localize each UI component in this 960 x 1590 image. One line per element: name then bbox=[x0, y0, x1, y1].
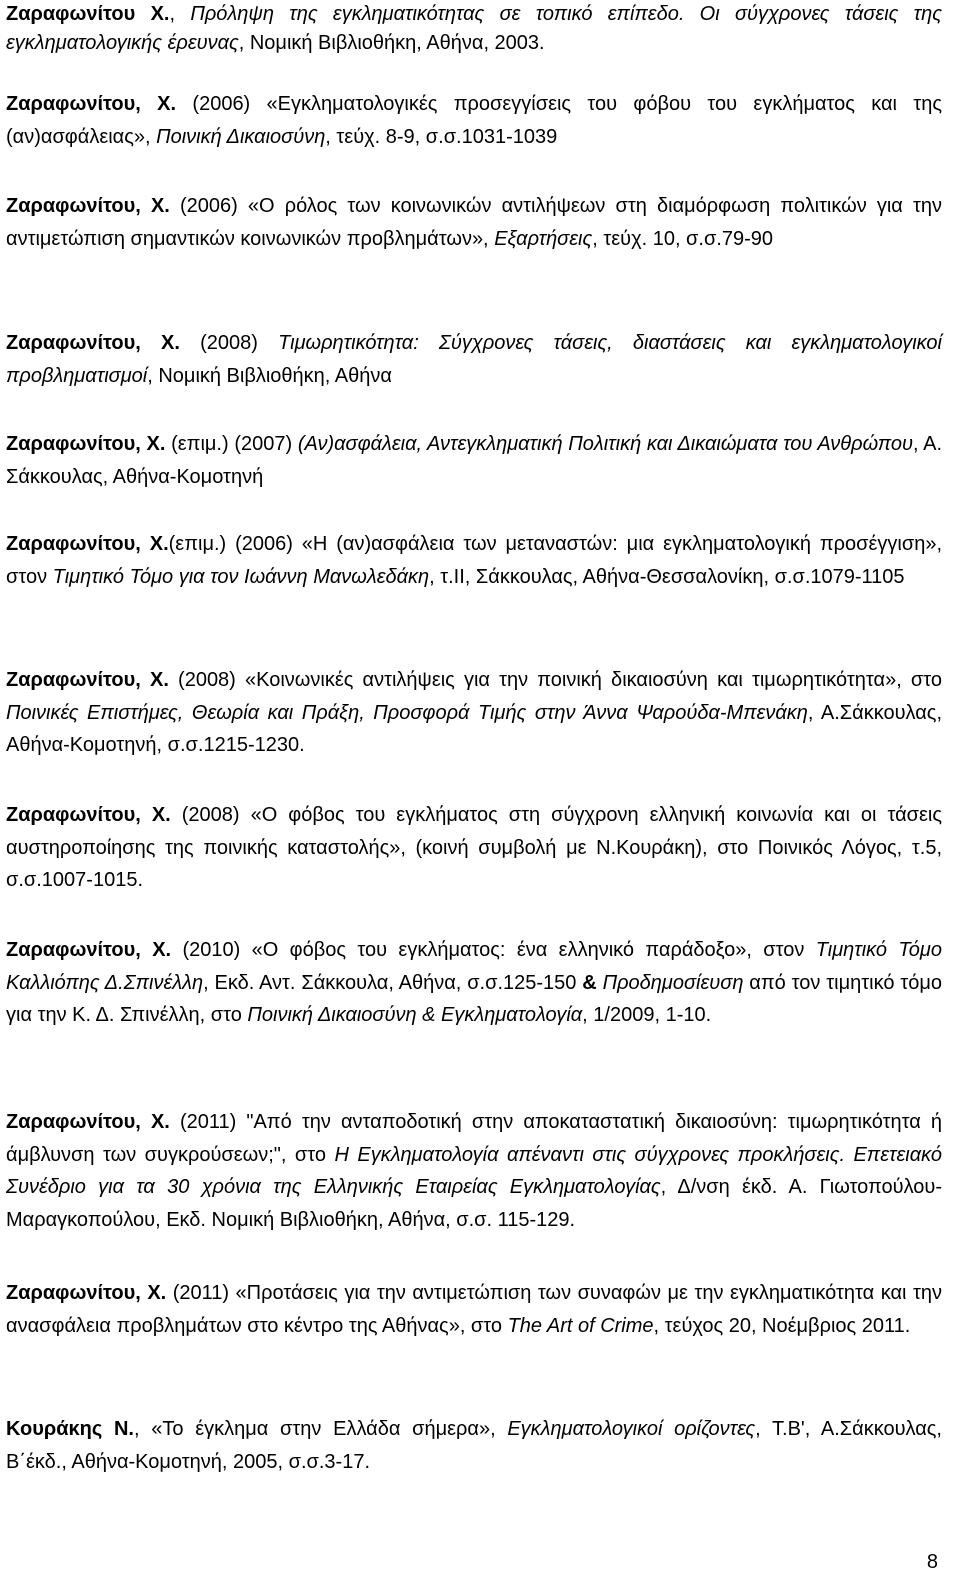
entry-title: (Αν)ασφάλεια, Αντεγκληματική Πολιτική και Δικαιώματα του Ανθρώπου bbox=[297, 433, 913, 455]
entry-text: από τον τιμητικό τόμο για την Κ. Δ. Σπινέλλη, στο bbox=[6, 971, 943, 1026]
entry-author: Ζαραφωνίτου, Χ. bbox=[6, 433, 166, 455]
entry-title: Ποινική Δικαιοσύνη bbox=[156, 125, 326, 148]
entry-text: (2006) «Εγκληματολογικές προσεγγίσεις του φόβου του εγκλήματος και της (αν)ασφάλειας», bbox=[6, 93, 942, 148]
bibliography-entry bbox=[6, 664, 942, 762]
entry-text: , Δ/νση έκδ. Α. Γιωτοπούλου-Μαραγκοπούλου, Εκδ. Νομική Βιβλιοθήκη, Αθήνα, σ.σ. 115-129. bbox=[6, 1176, 943, 1231]
entry-text: , Τ.Β', Α.Σάκκουλας, Β΄έκδ., Αθήνα-Κομοτηνή, 2005, σ.σ.3-17. bbox=[6, 1418, 942, 1473]
entry-author: Ζαραφωνίτου, Χ. bbox=[6, 332, 180, 354]
entry-text: , Νομική Βιβλιοθήκη, Αθήνα bbox=[147, 364, 392, 387]
entry-title: Ποινικές Επιστήμες, Θεωρία και Πράξη, Προσφορά Τιμής στην Άννα Ψαρούδα-Μπενάκη bbox=[6, 701, 808, 724]
entry-title: Ποινική Δικαιοσύνη & Εγκληματολογία bbox=[247, 1004, 583, 1026]
entry-title: The Art of Crime bbox=[507, 1314, 654, 1337]
entry-author: Ζαραφωνίτου, Χ. bbox=[6, 533, 169, 555]
entry-text: (2008) «Ο φόβος του εγκλήματος στη σύγχρονη ελληνική κοινωνία και οι τάσεις αυστηροποίησης της ποινικής καταστολής», (κοινή συμβολή με Ν.Κουράκη), στο Ποινικός Λόγος, τ.5, σ.σ.1007-1015. bbox=[6, 804, 942, 891]
entry-title: Τιμητικό Τόμο για τον Ιωάννη Μανωλεδάκη bbox=[52, 565, 430, 588]
entry-title: Εγκληματολογικοί ορίζοντες bbox=[507, 1418, 756, 1440]
entry-text: (2006) «Ο ρόλος των κοινωνικών αντιλήψεων στη διαμόρφωση πολιτικών για την αντιμετώπιση σημαντικών κοινωνικών προβλημάτων», bbox=[6, 195, 942, 250]
bibliography-entry bbox=[6, 1413, 942, 1478]
entry-text: , Α. Σάκκουλας, Αθήνα-Κομοτηνή bbox=[6, 433, 943, 488]
bibliography-entry bbox=[6, 327, 942, 392]
entry-text: , Α.Σάκκουλας, Αθήνα-Κομοτηνή, σ.σ.1215-1230. bbox=[6, 701, 942, 756]
bibliography-entry bbox=[6, 528, 942, 593]
entry-text: , bbox=[169, 3, 191, 25]
entry-title: Εξαρτήσεις bbox=[494, 227, 593, 250]
entry-text: (2008) «Κοινωνικές αντιλήψεις για την ποινική δικαιοσύνη και τιμωρητικότητα», στο bbox=[168, 669, 942, 691]
entry-author: Ζαραφωνίτου, Χ. bbox=[6, 195, 170, 217]
entry-title: Πρόληψη της εγκληματικότητας σε τοπικό επίπεδο. Οι σύγχρονες τάσεις της εγκληματολογικής έρευνας bbox=[6, 3, 942, 54]
entry-author: Ζαραφωνίτου, Χ. bbox=[6, 1111, 170, 1133]
bibliography-entry bbox=[6, 1277, 942, 1342]
entry-text: , τεύχ. 10, σ.σ.79-90 bbox=[592, 227, 774, 250]
entry-author: Ζαραφωνίτου, Χ. bbox=[6, 804, 171, 826]
entry-text: , Εκδ. Αντ. Σάκκουλα, Αθήνα, σ.σ.125-150 bbox=[203, 971, 583, 994]
bibliography-entry bbox=[6, 428, 942, 493]
entry-text: , Νομική Βιβλιοθήκη, Αθήνα, 2003. bbox=[238, 32, 545, 54]
entry-text: (2011) "Από την ανταποδοτική στην αποκαταστατική δικαιοσύνη: τιμωρητικότητα ή άμβλυνση των συγκρούσεων;", στο bbox=[6, 1111, 942, 1166]
bibliography-entry bbox=[6, 0, 942, 58]
entry-text: , τεύχος 20, Νοέμβριος 2011. bbox=[653, 1314, 911, 1337]
entry-text: , 1/2009, 1-10. bbox=[582, 1004, 712, 1026]
entry-title: Η Εγκληματολογία απέναντι στις σύγχρονες προκλήσεις. Επετειακό Συνέδριο για τα 30 χρόνια της Ελληνικής Εταιρείας Εγκληματολογίας bbox=[6, 1143, 942, 1198]
entry-text: , «Το έγκλημα στην Ελλάδα σήμερα», bbox=[133, 1418, 508, 1440]
entry-text: (επιμ.) (2007) bbox=[165, 433, 298, 455]
bibliography-entry bbox=[6, 88, 942, 153]
entry-author: Ζαραφωνίτου Χ. bbox=[6, 3, 170, 25]
entry-title: Προδημοσίευση bbox=[602, 971, 744, 994]
entry-author: & bbox=[582, 971, 597, 994]
bibliography-entry bbox=[6, 1106, 942, 1236]
bibliography-entry bbox=[6, 799, 942, 897]
entry-text: (2008) bbox=[179, 332, 279, 354]
entry-author: Κουράκης Ν. bbox=[6, 1418, 134, 1440]
bibliography-entry bbox=[6, 934, 942, 1032]
entry-text: (επιμ.) (2006) «Η (αν)ασφάλεια των μεταναστών: μια εγκληματολογική προσέγγιση», στον bbox=[6, 533, 943, 588]
bibliography-entry bbox=[6, 190, 942, 255]
entry-author: Ζαραφωνίτου, Χ. bbox=[6, 939, 172, 961]
entry-text: (2010) «Ο φόβος του εγκλήματος: ένα ελληνικό παράδοξο», στον bbox=[171, 939, 816, 961]
entry-text: (2011) «Προτάσεις για την αντιμετώπιση των συναφών με την εγκληματικότητα και την ανασφάλεια προβλημάτων στο κέντρο της Αθήνας», στο bbox=[6, 1282, 942, 1337]
entry-author: Ζαραφωνίτου, Χ. bbox=[6, 93, 177, 115]
entry-title: Τιμητικό Τόμο Καλλιόπης Δ.Σπινέλλη bbox=[6, 939, 943, 994]
entry-title: Τιμωρητικότητα: Σύγχρονες τάσεις, διαστάσεις και εγκληματολογικοί προβληματισμοί bbox=[6, 332, 942, 387]
entry-text: , τεύχ. 8-9, σ.σ.1031-1039 bbox=[325, 125, 558, 148]
entry-author: Ζαραφωνίτου, Χ. bbox=[6, 1282, 167, 1304]
page-number: 8 bbox=[926, 1551, 938, 1573]
entry-text: , τ.ΙΙ, Σάκκουλας, Αθήνα-Θεσσαλονίκη, σ.σ.1079-1105 bbox=[429, 565, 905, 588]
entry-author: Ζαραφωνίτου, Χ. bbox=[6, 669, 169, 691]
